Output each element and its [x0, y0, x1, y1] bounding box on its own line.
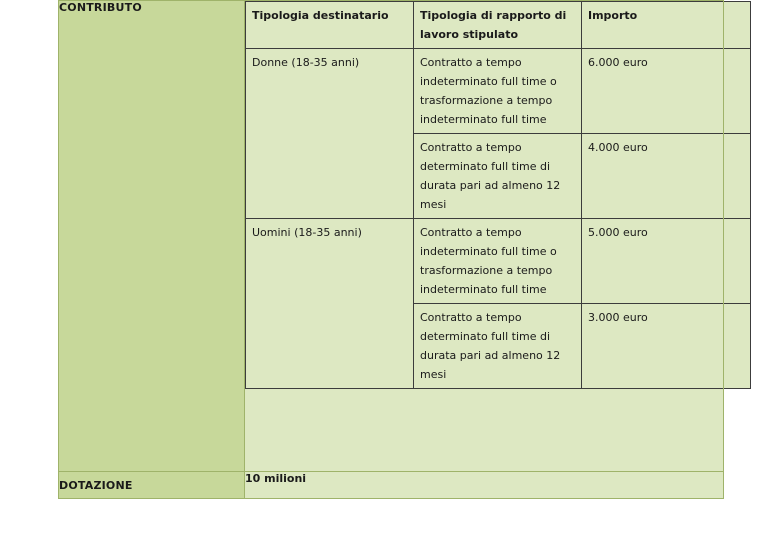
- header-destinatario: Tipologia destinatario: [246, 2, 414, 49]
- dotazione-value-cell: [245, 472, 724, 499]
- contributo-row: [59, 1, 724, 472]
- dotazione-label: DOTAZIONE: [59, 478, 133, 492]
- document-sheet: [58, 0, 773, 534]
- contributo-label: CONTRIBUTO: [59, 1, 142, 14]
- header-importo: Importo: [582, 2, 751, 49]
- cell-rapporto-3: Contratto a tempo indeterminato full time o trasformazione a tempo indeterminato full time: [414, 219, 582, 304]
- table-header-row: [246, 2, 751, 49]
- cell-rapporto-1: Contratto a tempo indeterminato full time o trasformazione a tempo indeterminato full time: [414, 49, 582, 134]
- cell-destinatario-uomini: Uomini (18-35 anni): [246, 219, 414, 389]
- table-row: [246, 219, 751, 304]
- cell-importo-1: 6.000 euro: [582, 49, 751, 134]
- dotazione-label-cell: [59, 472, 245, 499]
- cell-destinatario-donne: Donne (18-35 anni): [246, 49, 414, 219]
- contributo-detail-table: [245, 1, 751, 389]
- header-rapporto: Tipologia di rapporto di lavoro stipulato: [414, 2, 582, 49]
- table-row: [246, 49, 751, 134]
- contributo-label-cell: [59, 1, 245, 472]
- cell-rapporto-2: Contratto a tempo determinato full time di durata pari ad almeno 12 mesi: [414, 134, 582, 219]
- dotazione-row: [59, 472, 724, 499]
- cell-rapporto-4: Contratto a tempo determinato full time di durata pari ad almeno 12 mesi: [414, 304, 582, 389]
- cell-importo-3: 5.000 euro: [582, 219, 751, 304]
- cell-importo-2: 4.000 euro: [582, 134, 751, 219]
- contributo-content-cell: [245, 1, 724, 472]
- outer-layout-table: [58, 0, 724, 499]
- dotazione-value: 10 milioni: [245, 472, 307, 485]
- cell-importo-4: 3.000 euro: [582, 304, 751, 389]
